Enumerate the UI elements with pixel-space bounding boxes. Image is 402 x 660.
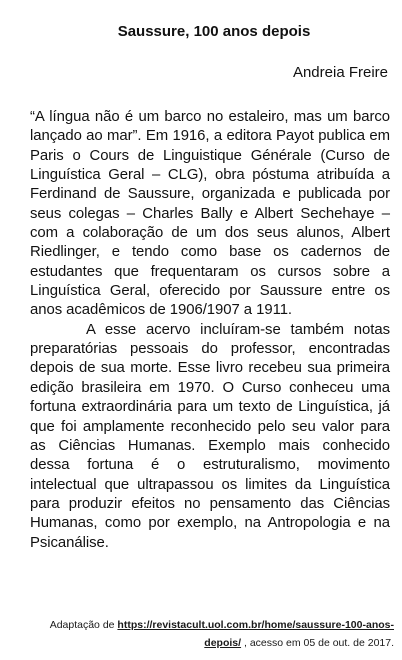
source-link[interactable]: https://revistacult.uol.com.br/home/saussure-100-anos-depois/ xyxy=(117,619,394,649)
source-prefix: Adaptação de xyxy=(49,619,118,631)
paragraph-2: A esse acervo incluíram-se também notas preparatórias pessoais do professor, encontradas depois de sua morte. Esse livro recebeu sua primeira edição brasileira em 1970. O Curso conheceu uma fortuna extraordinária para um texto de Linguística, já que foi amplamente reconhecido pelo seu valor para as Ciências Humanas. Exemplo mais conhecido dessa fortuna é o estruturalismo, movimento intelectual que ultrapassou os limites da Linguística para produzir efeitos no pensamento das Ciências Humanas, como por exemplo, na Antropologia e na Psicanálise. xyxy=(30,321,390,551)
article-body xyxy=(30,108,390,553)
author-name: Andreia Freire xyxy=(292,64,388,81)
paragraph-1: “A língua não é um barco no estaleiro, mas um barco lançado ao mar”. Em 1916, a editora Payot publica em Paris o Cours de Linguistique Générale (Curso de Linguística Geral – CLG), obra póstuma atribuída a Ferdinand de Saussure, organizada e publicada por seus colegas – Charles Bally e Albert Sechehaye – com a colaboração de um dos seus alunos, Albert Riedlinger, e tendo como base os cadernos de estudantes que frequentaram os cursos sobre a Linguística Geral, oferecido por Saussure entre os anos acadêmicos de 1906/1907 a 1911. xyxy=(30,109,390,319)
source-suffix: , acesso em 05 de out. de 2017. xyxy=(241,637,394,649)
document-title: Saussure, 100 anos depois xyxy=(117,23,311,40)
source-citation xyxy=(44,616,394,652)
